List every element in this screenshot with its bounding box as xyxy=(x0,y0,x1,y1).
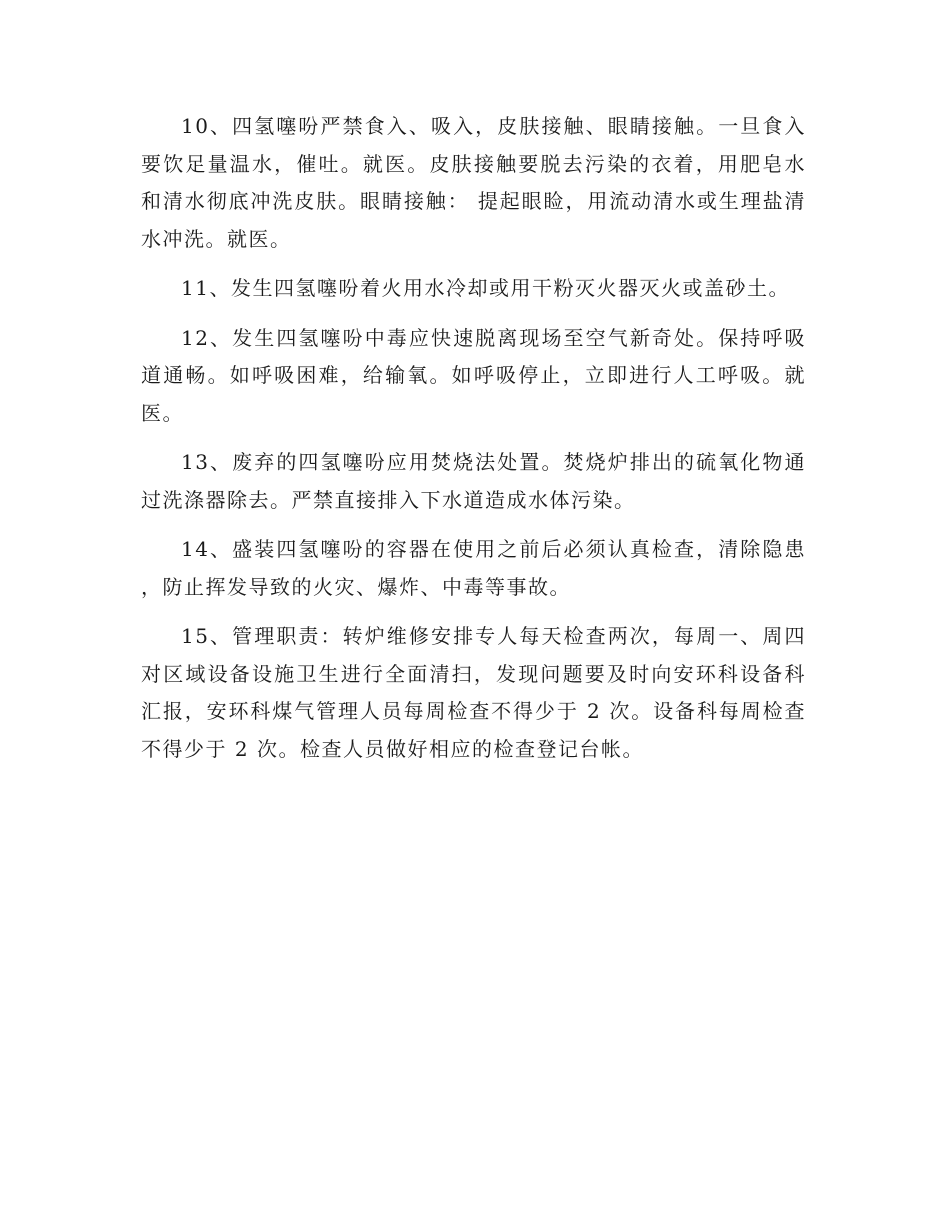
paragraph-item-15: 15、管理职责：转炉维修安排专人每天检查两次，每周一、周四对区域设备设施卫生进行全面清扫，发现问题要及时向安环科设备科汇报，安环科煤气管理人员每周检查不得少于 2 次。设备科每周检查不得少于 2 次。检查人员做好相应的检查登记台帐。 xyxy=(141,624,806,761)
paragraph-item-13: 13、废弃的四氢噻吩应用焚烧法处置。焚烧炉排出的硫氧化物通过洗涤器除去。严禁直接排入下水道造成水体污染。 xyxy=(141,450,806,512)
paragraph-item-10: 10、四氢噻吩严禁食入、吸入，皮肤接触、眼睛接触。一旦食入要饮足量温水，催吐。就医。皮肤接触要脱去污染的衣着，用肥皂水和清水彻底冲洗皮肤。眼睛接触： 提起眼睑，用流动清水或生理盐清水冲洗。就医。 xyxy=(141,114,806,251)
document-body xyxy=(141,108,806,780)
paragraph-item-11: 11、发生四氢噻吩着火用水冷却或用干粉灭火器灭火或盖砂土。 xyxy=(181,276,790,300)
paragraph-item-12: 12、发生四氢噻吩中毒应快速脱离现场至空气新奇处。保持呼吸道通畅。如呼吸困难，给输氧。如呼吸停止，立即进行人工呼吸。就医。 xyxy=(141,325,806,425)
paragraph-item-14: 14、盛装四氢噻吩的容器在使用之前后必须认真检查，清除隐患，防止挥发导致的火灾、爆炸、中毒等事故。 xyxy=(141,537,806,599)
